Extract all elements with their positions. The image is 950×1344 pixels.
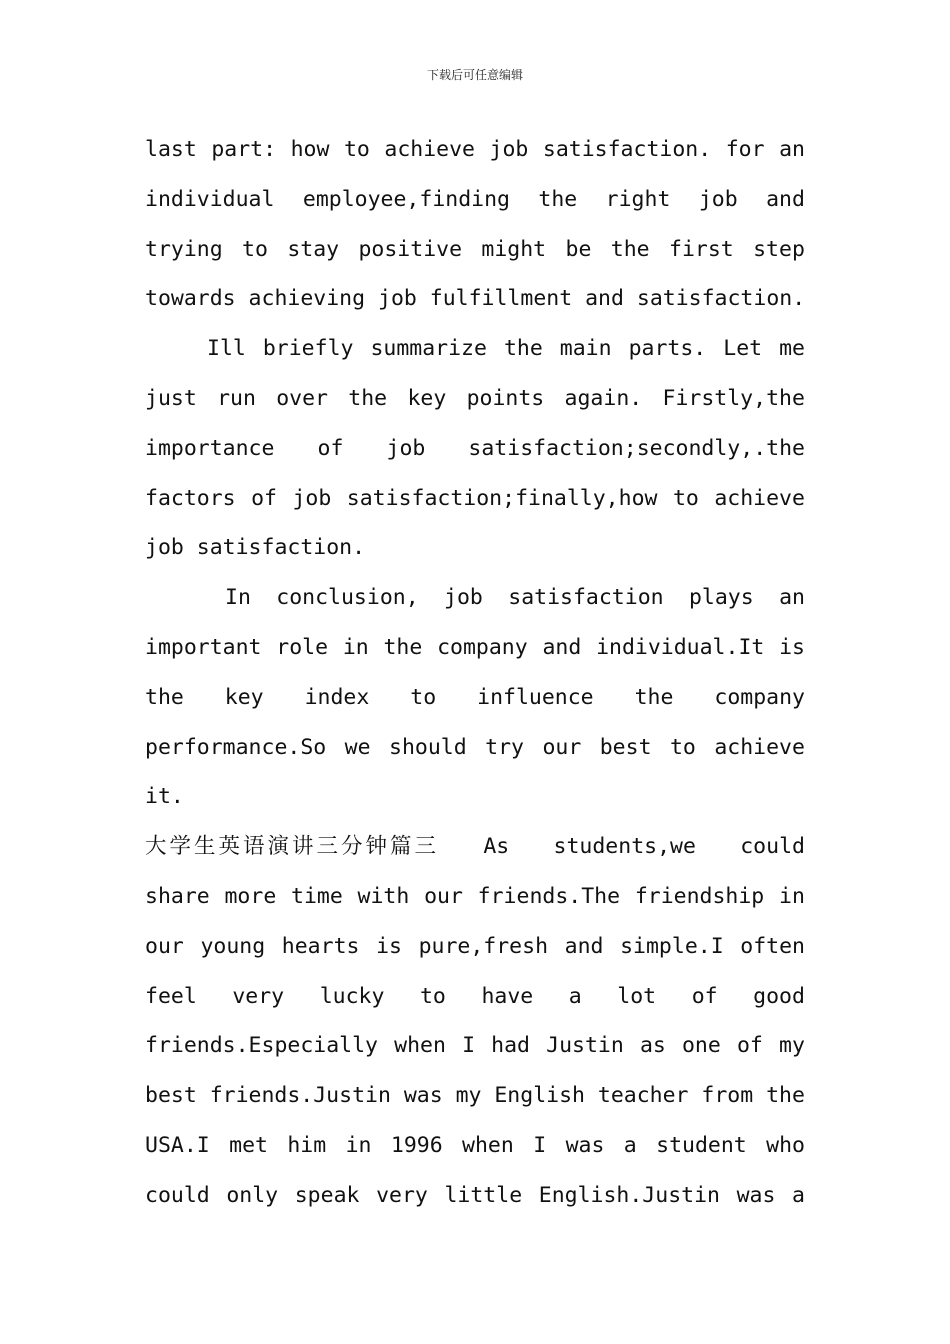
word: a [623,1132,637,1158]
text-line [145,922,805,972]
word: teacher [597,1083,689,1109]
word: only [226,1182,279,1208]
word: again. [564,385,643,411]
word: role [276,634,329,660]
word: job satisfaction. [145,535,366,561]
word: Firstly,the [662,385,805,411]
word: In [225,585,251,611]
word: to [672,485,699,511]
text-line [145,872,805,922]
word: in [345,1132,372,1158]
word: I [533,1132,547,1158]
word: the [610,236,650,262]
word: very [376,1182,428,1208]
word: key [224,684,264,710]
word: trying [145,236,223,262]
word: an [779,585,805,611]
text-line [145,623,805,673]
text-line [145,772,805,822]
word: when [394,1033,446,1059]
word: As [483,834,510,860]
word: often [740,933,805,959]
word: pure,fresh [418,933,549,959]
word: have [481,983,534,1009]
text-line [145,523,805,573]
text-line [145,374,805,424]
text-line [145,723,805,773]
word: to [669,734,696,760]
word: is [779,634,805,660]
word: my [455,1083,482,1109]
text-line [145,424,805,474]
word: achieve [714,734,805,760]
word: main [559,336,612,362]
word: Justin [546,1033,624,1059]
word: and [564,933,604,959]
word: best [599,734,652,760]
word: and [766,186,805,212]
word: friends.Especially [145,1033,378,1059]
word: last [145,137,197,162]
word: index [304,684,370,710]
text-line [145,274,805,324]
word: 1996 [390,1132,443,1158]
word: points [466,385,545,411]
word: I [462,1033,476,1059]
word: for [725,137,765,162]
word: parts. [628,336,707,362]
text-line [145,673,805,723]
word: influence [477,684,594,710]
word: when [462,1132,514,1158]
page-header: 下载后可任意编辑 [426,68,523,82]
word: to [410,684,437,710]
word: of [251,485,277,511]
word: was [403,1083,443,1109]
text-line [145,822,805,872]
word: was [736,1182,776,1208]
word: the [503,336,543,362]
word: individual.It [596,634,765,660]
word: satisfaction [508,585,664,611]
word: to [242,236,268,262]
word: who [766,1132,805,1158]
word: with [357,883,410,909]
word: briefly [262,336,354,362]
word: towards achieving job fulfillment and satisfaction. [145,286,805,312]
text-line [145,972,805,1022]
text-line [145,474,805,524]
word: individual [145,186,275,212]
word: over [276,385,328,411]
word: feel [145,983,197,1009]
word: in [342,634,369,660]
word: a [792,1182,805,1208]
word: English.Justin [538,1182,720,1208]
word: plays [688,585,754,611]
word: to [343,137,370,162]
word: just [145,385,197,411]
word: of [736,1033,763,1059]
word: student [656,1132,747,1158]
word: satisfaction. [542,137,712,162]
word: part: [211,137,277,162]
word: friends.The [477,883,621,909]
word: we [344,734,371,760]
word: a [568,983,582,1009]
word: the [538,186,578,212]
word: the [383,634,423,660]
word: factors [145,485,236,511]
word: achieve [384,137,475,162]
word: him [287,1132,327,1158]
word: had [491,1033,530,1059]
word: key [407,385,447,411]
word: job [489,137,529,162]
word: stay [287,236,340,262]
text-line [145,125,805,175]
word: job [292,485,332,511]
word: should [389,734,467,760]
word: run [217,385,256,411]
word: met [229,1132,268,1158]
word: positive [358,236,463,262]
word: could [740,834,805,860]
word: conclusion, [276,585,419,611]
word: the [766,1083,805,1109]
section-heading: 大学生英语演讲三分钟篇三 [145,834,440,860]
word: hearts [281,933,360,959]
word: importance [145,435,275,461]
word: company [437,634,528,660]
word: company [714,684,805,710]
text-line [145,175,805,225]
word: of [317,435,344,461]
word: be [565,236,592,262]
word: important [145,634,262,660]
word: time [291,883,343,909]
word: performance.So [145,734,327,760]
word: lucky [319,983,385,1009]
word: try [485,734,524,760]
word: simple.I [620,933,724,959]
word: USA.I [145,1132,210,1158]
text-line [145,1171,805,1221]
word: and [542,634,582,660]
word: satisfaction;secondly,.the [468,435,805,461]
word: our [542,734,582,760]
word: to [419,983,446,1009]
word: speak [294,1182,360,1208]
word: job [386,435,426,461]
word: in [779,883,805,909]
text-line [145,1021,805,1071]
document-body [145,125,805,1221]
word: good [753,983,805,1009]
word: our [145,933,184,959]
word: achieve [714,485,805,511]
text-line [145,1121,805,1171]
word: friends.Justin [209,1083,391,1109]
word: Let [723,336,763,362]
word: students,we [553,834,696,860]
word: our [424,883,463,909]
word: the [634,684,674,710]
word: was [565,1132,605,1158]
word: it. [145,784,184,810]
word: the [145,684,184,710]
word: satisfaction;finally,how [346,485,658,511]
word: friendship [634,883,765,909]
word: the [348,385,388,411]
word: share [145,883,210,909]
text-line [145,225,805,275]
word: is [376,933,402,959]
word: as [639,1033,666,1059]
word: first [669,236,734,262]
word: how [290,137,330,162]
word: from [701,1083,754,1109]
word: might [481,236,547,262]
word: lot [617,983,657,1009]
word: me [779,336,805,362]
word: young [200,933,266,959]
word: job [698,186,738,212]
text-line [145,324,805,374]
word: little [444,1182,523,1208]
word: best [145,1083,197,1109]
word: summarize [370,336,487,362]
word: could [145,1182,210,1208]
word: job [444,585,483,611]
word: very [232,983,285,1009]
word: English [494,1083,585,1109]
word: of [691,983,718,1009]
word: one [681,1033,721,1059]
word: right [605,186,671,212]
word: step [753,236,805,262]
word: my [779,1033,805,1059]
text-line [145,1071,805,1121]
word: Ill [207,336,246,362]
text-line [145,573,805,623]
word: an [779,137,805,162]
word: employee,finding [302,186,510,212]
word: more [224,883,277,909]
